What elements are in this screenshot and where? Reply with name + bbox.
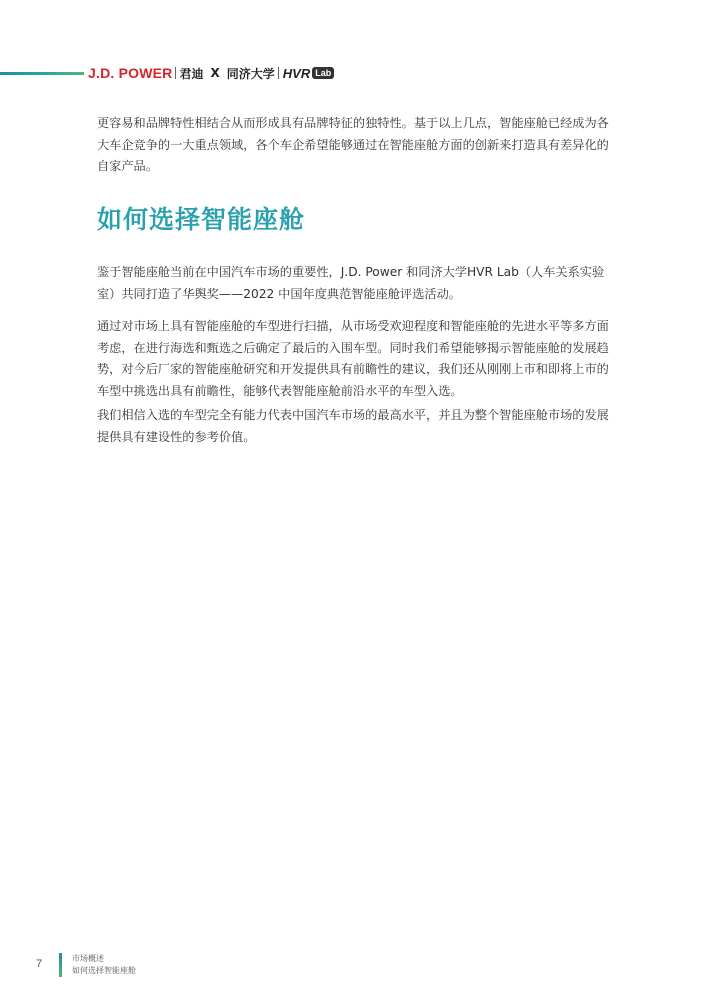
- jundi-logo-text: 君迪: [179, 66, 204, 81]
- header-logos: [88, 64, 334, 82]
- section-title: 如何选择智能座舱: [97, 205, 306, 234]
- page-number: 7: [36, 958, 43, 970]
- logo-divider: [175, 67, 176, 79]
- intro-paragraph: 更容易和品牌特性相结合从而形成具有品牌特征的独特性。基于以上几点，智能座舱已经成为各大车企竞争的一大重点领域，各个车企希望能够通过在智能座舱方面的创新来打造具有差异化的自家产品。: [97, 116, 609, 173]
- body-paragraph-1: 鉴于智能座舱当前在中国汽车市场的重要性，J.D. Power 和同济大学HVR Lab（人车关系实验室）共同打造了华舆奖——2022 中国年度典范智能座舱评选活动。: [97, 265, 605, 301]
- logo-connector: X: [210, 66, 220, 80]
- footer-accent-bar: [59, 953, 62, 977]
- header-accent-bar: [0, 72, 84, 75]
- jd-power-logo: J.D. POWER: [88, 65, 173, 81]
- tongji-logo-text: 同济大学: [226, 66, 275, 81]
- logo-divider-2: [278, 67, 279, 79]
- lab-badge: Lab: [312, 67, 334, 79]
- footer-breadcrumb: [72, 953, 136, 977]
- footer-chapter: 市场概述: [72, 954, 104, 963]
- hvr-logo: HVR: [282, 65, 311, 81]
- body-paragraph-2: 通过对市场上具有智能座舱的车型进行扫描，从市场受欢迎程度和智能座舱的先进水平等多方面考虑，在进行海选和甄选之后确定了最后的入围车型。同时我们希望能够揭示智能座舱的发展趋势，对今后厂家的智能座舱研究和开发提供具有前瞻性的建议，我们还从刚刚上市和即将上市的车型中挑选出具有前瞻性，能够代表智能座舱前沿水平的车型入选。: [97, 319, 609, 398]
- footer-section: 如何选择智能座舱: [72, 966, 136, 975]
- body-paragraph-3: 我们相信入选的车型完全有能力代表中国汽车市场的最高水平，并且为整个智能座舱市场的发展提供具有建设性的参考价值。: [97, 408, 609, 444]
